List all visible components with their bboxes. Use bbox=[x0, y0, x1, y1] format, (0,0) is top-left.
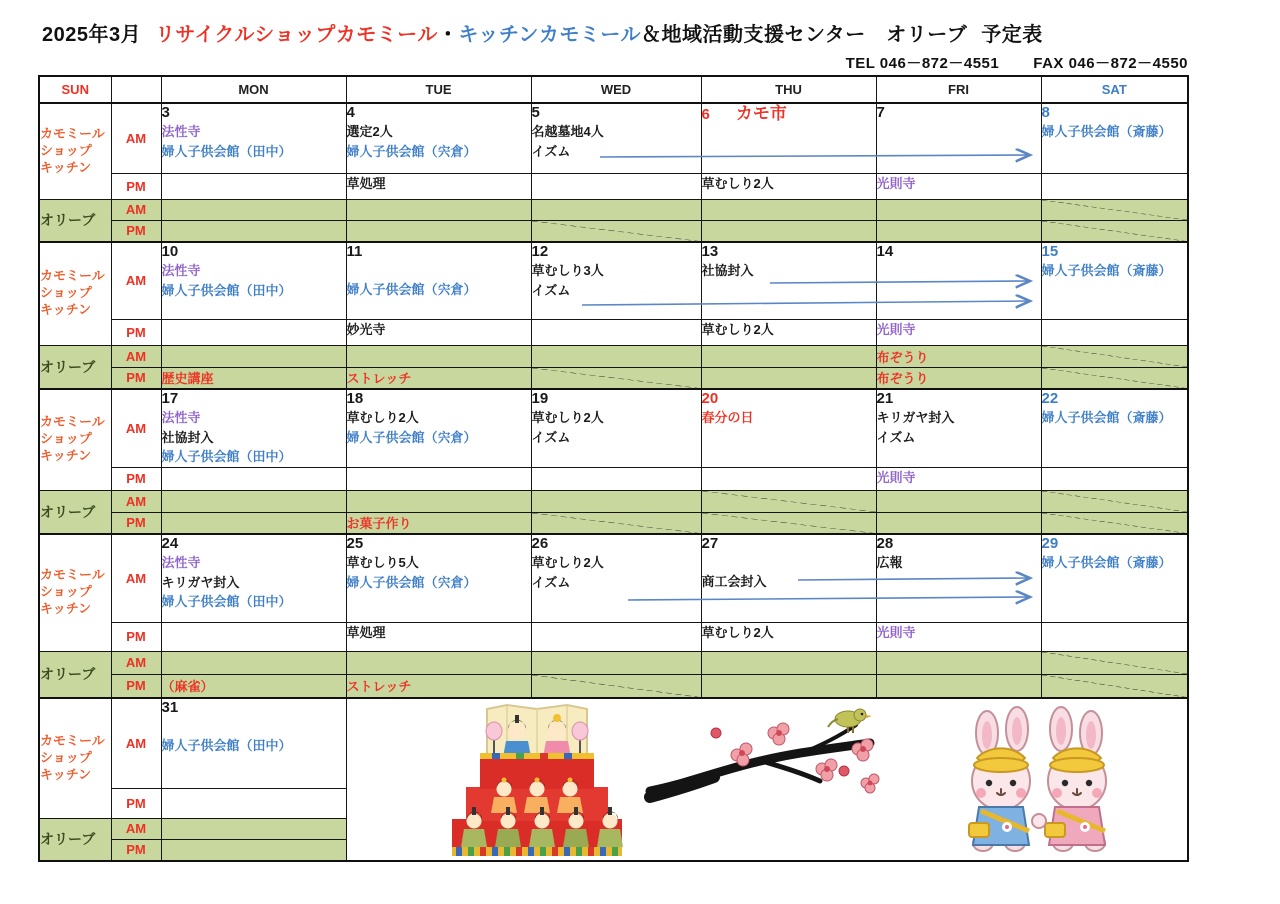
olive-activity: 布ぞうり bbox=[876, 345, 1041, 367]
diagonal-strike bbox=[1042, 346, 1188, 367]
pm-label: PM bbox=[111, 512, 161, 534]
header-sat: SAT bbox=[1041, 76, 1188, 103]
event-label: イズム bbox=[531, 143, 571, 159]
pm-label: PM bbox=[111, 674, 161, 698]
event-label: 婦人子供会館（宍倉） bbox=[346, 143, 477, 159]
event-label: 選定2人 bbox=[346, 124, 393, 139]
plum-bud-icon bbox=[711, 728, 721, 738]
event-label: 婦人子供会館（宍倉） bbox=[346, 282, 477, 297]
olive-cell-closed bbox=[1041, 220, 1188, 242]
olive-am-row bbox=[39, 345, 1188, 367]
olive-cell bbox=[161, 199, 346, 220]
pm-row bbox=[39, 173, 1188, 199]
day-cell bbox=[876, 173, 1041, 199]
day-cell: 13 社協封入 bbox=[701, 242, 876, 319]
olive-pm-row bbox=[39, 674, 1188, 698]
day-cell bbox=[161, 788, 346, 818]
day-cell bbox=[1041, 319, 1188, 345]
olive-activity: ストレッチ bbox=[346, 367, 531, 389]
olive-activity: 布ぞうり bbox=[876, 367, 1041, 389]
day-cell: 3 法性寺 婦人子供会館（田中） bbox=[161, 103, 346, 173]
olive-label: オリーブ bbox=[39, 818, 111, 861]
day-cell bbox=[531, 319, 701, 345]
olive-cell bbox=[876, 199, 1041, 220]
day-cell: 7 bbox=[876, 103, 1041, 173]
olive-cell bbox=[531, 199, 701, 220]
day-cell: 11 婦人子供会館（宍倉） bbox=[346, 242, 531, 319]
event-label: 光則寺 bbox=[876, 321, 916, 337]
event-label: イズム bbox=[876, 429, 916, 445]
day-cell bbox=[1041, 622, 1188, 651]
event-label: キリガヤ封入 bbox=[876, 410, 955, 425]
day-cell: 17 法性寺 社協封入 婦人子供会館（田中） bbox=[161, 389, 346, 467]
olive-cell bbox=[531, 651, 701, 674]
day-cell bbox=[531, 173, 701, 199]
olive-cell-closed bbox=[1041, 674, 1188, 698]
day-cell: 25 草むしり5人 婦人子供会館（宍倉） bbox=[346, 534, 531, 622]
chamomile-label: カモミール ショップ キッチン bbox=[39, 389, 111, 490]
hina-dolls-illustration bbox=[432, 701, 642, 857]
event-label: 草むしり2人 bbox=[701, 175, 774, 191]
day-cell: 15 婦人子供会館（斎藤） bbox=[1041, 242, 1188, 319]
title-month: 2025年3月 bbox=[42, 24, 142, 46]
olive-cell bbox=[701, 651, 876, 674]
rabbit-left bbox=[969, 707, 1030, 851]
header-thu: THU bbox=[701, 76, 876, 103]
pm-row bbox=[39, 319, 1188, 345]
am-label: AM bbox=[111, 534, 161, 622]
header-spacer bbox=[111, 76, 161, 103]
day-cell: 4 選定2人 婦人子供会館（宍倉） bbox=[346, 103, 531, 173]
am-label: AM bbox=[111, 818, 161, 839]
event-label: 社協封入 bbox=[161, 429, 214, 445]
olive-cell-closed bbox=[1041, 512, 1188, 534]
plum-blossom-icon bbox=[861, 774, 879, 793]
event-label: 草処理 bbox=[346, 624, 386, 640]
kamo-market-label: カモ市 bbox=[735, 104, 787, 123]
header-mon: MON bbox=[161, 76, 346, 103]
olive-cell-closed bbox=[531, 674, 701, 698]
olive-cell-closed bbox=[531, 512, 701, 534]
day-cell: 14 bbox=[876, 242, 1041, 319]
event-label: 婦人子供会館（斎藤） bbox=[1041, 263, 1172, 278]
olive-cell bbox=[346, 220, 531, 242]
olive-cell bbox=[876, 651, 1041, 674]
olive-pm-row bbox=[39, 512, 1188, 534]
header-tue: TUE bbox=[346, 76, 531, 103]
am-label: AM bbox=[111, 698, 161, 788]
olive-cell-closed bbox=[1041, 367, 1188, 389]
day-cell bbox=[346, 319, 531, 345]
event-label: 広報 bbox=[876, 555, 903, 570]
am-label: AM bbox=[111, 199, 161, 220]
olive-cell bbox=[161, 651, 346, 674]
olive-cell bbox=[346, 490, 531, 512]
olive-cell bbox=[876, 490, 1041, 512]
event-label: 草むしり2人 bbox=[346, 410, 419, 425]
olive-cell bbox=[161, 818, 346, 839]
header-wed: WED bbox=[531, 76, 701, 103]
event-label: 草処理 bbox=[346, 175, 386, 191]
header-sun: SUN bbox=[39, 76, 111, 103]
olive-cell bbox=[701, 345, 876, 367]
diagonal-strike bbox=[532, 675, 701, 698]
calendar-table bbox=[38, 75, 1189, 862]
olive-activity: 歴史講座 bbox=[161, 367, 346, 389]
day-cell bbox=[876, 467, 1041, 490]
day-cell: 18 草むしり2人 婦人子供会館（宍倉） bbox=[346, 389, 531, 467]
olive-cell bbox=[161, 512, 346, 534]
event-label: 婦人子供会館（斎藤） bbox=[1041, 555, 1172, 570]
event-label: 婦人子供会館（田中） bbox=[161, 594, 292, 609]
decoration-area bbox=[346, 698, 1188, 861]
olive-label: オリーブ bbox=[39, 199, 111, 242]
title-schedule: 予定表 bbox=[981, 24, 1043, 46]
event-label: 婦人子供会館（田中） bbox=[161, 143, 292, 159]
event-label: 法性寺 bbox=[161, 124, 201, 139]
event-label: 名越墓地4人 bbox=[531, 124, 604, 139]
day-cell: 5 名越墓地4人 イズム bbox=[531, 103, 701, 173]
am-label: AM bbox=[111, 651, 161, 674]
day-cell bbox=[161, 622, 346, 651]
olive-label: オリーブ bbox=[39, 651, 111, 698]
am-label: AM bbox=[111, 345, 161, 367]
olive-cell bbox=[701, 220, 876, 242]
event-label: キリガヤ封入 bbox=[161, 574, 240, 590]
event-label: イズム bbox=[531, 574, 571, 590]
olive-cell bbox=[876, 512, 1041, 534]
olive-am-row bbox=[39, 651, 1188, 674]
olive-cell bbox=[701, 674, 876, 698]
olive-cell bbox=[531, 345, 701, 367]
day-cell bbox=[701, 467, 876, 490]
day-cell: 29 婦人子供会館（斎藤） bbox=[1041, 534, 1188, 622]
day-cell: 19 草むしり2人 イズム bbox=[531, 389, 701, 467]
chamomile-label: カモミール ショップ キッチン bbox=[39, 242, 111, 345]
olive-cell-closed bbox=[531, 220, 701, 242]
olive-cell-closed bbox=[701, 512, 876, 534]
event-label: 法性寺 bbox=[161, 410, 201, 425]
olive-cell bbox=[161, 839, 346, 861]
day-cell: 27 商工会封入 bbox=[701, 534, 876, 622]
olive-pm-row bbox=[39, 367, 1188, 389]
day-cell: 6 カモ市 bbox=[701, 103, 876, 173]
contact-info bbox=[846, 52, 1188, 73]
event-label: 婦人子供会館（斎藤） bbox=[1041, 410, 1172, 425]
day-cell bbox=[161, 467, 346, 490]
week-row bbox=[39, 389, 1188, 467]
day-cell bbox=[161, 173, 346, 199]
day-cell: 28 広報 bbox=[876, 534, 1041, 622]
header-fri: FRI bbox=[876, 76, 1041, 103]
olive-cell-closed bbox=[1041, 199, 1188, 220]
olive-activity: お菓子作り bbox=[346, 512, 531, 534]
page-title bbox=[42, 18, 1043, 47]
day-cell bbox=[701, 622, 876, 651]
event-label: 婦人子供会館（田中） bbox=[161, 738, 292, 753]
day-cell: 20 春分の日 bbox=[701, 389, 876, 467]
olive-cell bbox=[531, 490, 701, 512]
olive-cell bbox=[161, 345, 346, 367]
chamomile-label: カモミール ショップ キッチン bbox=[39, 103, 111, 199]
pm-label: PM bbox=[111, 839, 161, 861]
event-label: 婦人子供会館（田中） bbox=[161, 282, 292, 298]
event-label: 光則寺 bbox=[876, 175, 916, 191]
day-cell bbox=[346, 622, 531, 651]
day-cell: 26 草むしり2人 イズム bbox=[531, 534, 701, 622]
am-label: AM bbox=[111, 490, 161, 512]
rabbit-right bbox=[1045, 707, 1106, 851]
event-label: 草むしり2人 bbox=[701, 624, 774, 640]
olive-cell bbox=[161, 490, 346, 512]
week-row bbox=[39, 698, 1188, 788]
event-label: 法性寺 bbox=[161, 555, 201, 570]
week-row bbox=[39, 534, 1188, 622]
diagonal-strike bbox=[1042, 513, 1188, 534]
day-cell: 8 婦人子供会館（斎藤） bbox=[1041, 103, 1188, 173]
diagonal-strike bbox=[702, 491, 876, 512]
diagonal-strike bbox=[1042, 221, 1188, 242]
day-cell bbox=[1041, 467, 1188, 490]
title-shop: リサイクルショップカモミール bbox=[155, 24, 438, 46]
olive-activity: ストレッチ bbox=[346, 674, 531, 698]
pm-label: PM bbox=[111, 467, 161, 490]
diagonal-strike bbox=[1042, 491, 1188, 512]
event-label: イズム bbox=[531, 282, 571, 298]
event-label: 草むしり5人 bbox=[346, 555, 419, 570]
pm-row bbox=[39, 622, 1188, 651]
event-label: 婦人子供会館（斎藤） bbox=[1041, 124, 1172, 139]
chamomile-label: カモミール ショップ キッチン bbox=[39, 698, 111, 818]
plum-blossom-icon bbox=[768, 723, 789, 745]
event-label: 妙光寺 bbox=[346, 321, 386, 337]
olive-cell bbox=[701, 367, 876, 389]
olive-am-row bbox=[39, 490, 1188, 512]
pm-row bbox=[39, 467, 1188, 490]
pm-label: PM bbox=[111, 622, 161, 651]
title-kitchen: キッチンカモミール bbox=[458, 24, 642, 46]
diagonal-strike bbox=[1042, 652, 1188, 674]
event-label: 婦人子供会館（宍倉） bbox=[346, 574, 477, 590]
plum-blossom-icon bbox=[731, 743, 752, 766]
pm-label: PM bbox=[111, 788, 161, 818]
olive-cell-closed bbox=[1041, 490, 1188, 512]
event-label: 社協封入 bbox=[701, 263, 754, 278]
day-cell bbox=[346, 173, 531, 199]
day-cell: 24 法性寺 キリガヤ封入 婦人子供会館（田中） bbox=[161, 534, 346, 622]
am-label: AM bbox=[111, 103, 161, 173]
day-cell bbox=[346, 467, 531, 490]
olive-cell-closed bbox=[1041, 651, 1188, 674]
event-label: 草むしり2人 bbox=[531, 555, 604, 570]
day-cell: 10 法性寺 婦人子供会館（田中） bbox=[161, 242, 346, 319]
event-label: 草むしり2人 bbox=[701, 321, 774, 337]
day-cell: 21 キリガヤ封入 イズム bbox=[876, 389, 1041, 467]
diagonal-strike bbox=[1042, 200, 1188, 220]
diagonal-strike bbox=[532, 368, 701, 389]
diagonal-strike bbox=[1042, 675, 1188, 698]
olive-cell-closed bbox=[1041, 345, 1188, 367]
olive-pm-row bbox=[39, 220, 1188, 242]
olive-cell bbox=[701, 199, 876, 220]
diagonal-strike bbox=[532, 221, 701, 242]
pm-label: PM bbox=[111, 319, 161, 345]
day-cell: 31 婦人子供会館（田中） bbox=[161, 698, 346, 788]
diagonal-strike bbox=[702, 513, 876, 534]
day-cell bbox=[161, 319, 346, 345]
olive-label: オリーブ bbox=[39, 490, 111, 534]
pm-label: PM bbox=[111, 220, 161, 242]
day-cell bbox=[701, 319, 876, 345]
pm-label: PM bbox=[111, 367, 161, 389]
event-label: 草むしり3人 bbox=[531, 263, 604, 278]
event-label: 婦人子供会館（田中） bbox=[161, 449, 292, 464]
olive-cell bbox=[346, 651, 531, 674]
day-cell bbox=[1041, 173, 1188, 199]
week-row bbox=[39, 103, 1188, 173]
holding-hands bbox=[1032, 814, 1046, 828]
event-label: 法性寺 bbox=[161, 263, 201, 278]
plum-bud-icon bbox=[839, 766, 849, 776]
tel-number: TEL 046－872－4551 bbox=[845, 55, 1000, 72]
fax-number: FAX 046－872－4550 bbox=[1033, 55, 1188, 72]
olive-cell-closed bbox=[531, 367, 701, 389]
am-label: AM bbox=[111, 389, 161, 467]
olive-activity: （麻雀） bbox=[161, 674, 346, 698]
olive-am-row bbox=[39, 199, 1188, 220]
day-cell: 22 婦人子供会館（斎藤） bbox=[1041, 389, 1188, 467]
plum-branch-illustration bbox=[642, 707, 882, 807]
diagonal-strike bbox=[532, 513, 701, 534]
day-header-row bbox=[39, 76, 1188, 103]
event-label: 商工会封入 bbox=[701, 574, 767, 589]
day-cell bbox=[531, 622, 701, 651]
event-label: イズム bbox=[531, 429, 571, 445]
title-dot: ・ bbox=[437, 24, 459, 46]
olive-cell bbox=[346, 199, 531, 220]
am-label: AM bbox=[111, 242, 161, 319]
diagonal-strike bbox=[1042, 368, 1188, 389]
day-cell bbox=[876, 622, 1041, 651]
chamomile-label: カモミール ショップ キッチン bbox=[39, 534, 111, 651]
olive-cell bbox=[876, 220, 1041, 242]
olive-cell bbox=[876, 674, 1041, 698]
day-cell: 12 草むしり3人 イズム bbox=[531, 242, 701, 319]
rabbits-illustration bbox=[939, 703, 1139, 859]
event-label: 光則寺 bbox=[876, 624, 916, 640]
olive-cell bbox=[346, 345, 531, 367]
holiday-label: 春分の日 bbox=[701, 410, 754, 425]
olive-cell-closed bbox=[701, 490, 876, 512]
plum-blossom-icon bbox=[816, 759, 837, 781]
olive-label: オリーブ bbox=[39, 345, 111, 389]
event-label: 草むしり2人 bbox=[531, 410, 604, 425]
event-label: 光則寺 bbox=[876, 469, 916, 485]
day-cell bbox=[531, 467, 701, 490]
title-rest: ＆地域活動支援センター オリーブ bbox=[641, 24, 968, 46]
event-label: 婦人子供会館（宍倉） bbox=[346, 429, 477, 445]
pm-label: PM bbox=[111, 173, 161, 199]
day-cell bbox=[876, 319, 1041, 345]
week-row bbox=[39, 242, 1188, 319]
day-cell bbox=[701, 173, 876, 199]
olive-cell bbox=[161, 220, 346, 242]
